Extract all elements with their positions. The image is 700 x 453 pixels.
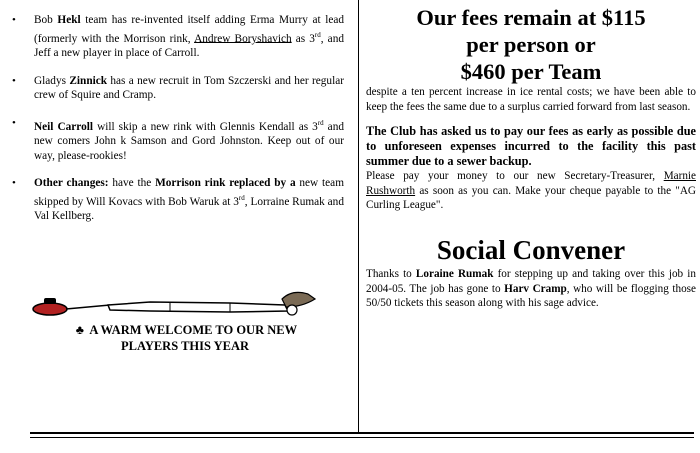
- arm: [66, 305, 110, 309]
- bullet-icon: •: [12, 177, 16, 190]
- list-item: • Other changes: have the Morrison rink replaced by a new team skipped by Will Kovacs with Bob Waruk at 3rd, Lorraine Rumak and Val Kellberg.: [12, 177, 344, 223]
- bullet-icon: •: [12, 14, 16, 26]
- list-item: • Bob Hekl team has re-invented itself adding Erma Murry at lead (formerly with the Morrison rink, Andrew Boryshavich as 3rd, and Jeff a new player in place of Carroll.: [12, 14, 345, 59]
- club-request-paragraph: The Club has asked us to pay our fees as early as possible due to unforeseen expenses incurred to the facility this past summer due to a sewer backup.: [366, 124, 696, 169]
- list-item: • Gladys Zinnick has a new recruit in Tom Szczerski and her regular crew of Squire and Cramp.: [12, 74, 344, 102]
- stone-handle: [44, 298, 56, 304]
- social-paragraph: Thanks to Loraine Rumak for stepping up and taking over this job in 2004-05. The job has gone to Harv Cramp, who will be flogging those 50/50 tickets this season along with his sage advice.: [366, 267, 696, 310]
- left-column: [0, 0, 358, 430]
- welcome-message: ♣ A WARM WELCOME TO OUR NEW PLAYERS THIS YEAR: [20, 322, 350, 354]
- curler-sliding-clipart: [30, 285, 335, 323]
- fees-paragraph: despite a ten percent increase in ice rental costs; we have been able to keep the fees the same due to a surplus carried forward from last season.: [366, 86, 696, 113]
- payment-paragraph: Please pay your money to our new Secretary-Treasurer, Marnie Rushworth as soon as you can. Make your cheque payable to the "AG Curling League".: [366, 170, 696, 212]
- curler-body: [108, 302, 288, 312]
- bottom-rule-thin: [30, 437, 694, 438]
- club-suit-icon: ♣: [75, 323, 84, 337]
- bullet-icon: •: [12, 74, 16, 87]
- hat-icon: [282, 292, 315, 307]
- right-column: [366, 0, 696, 311]
- fees-heading: Our fees remain at $115 per person or $460 per Team: [416, 5, 646, 84]
- bullet-icon: •: [12, 116, 16, 129]
- bottom-rule: [30, 432, 694, 434]
- head-icon: [287, 305, 297, 315]
- team-changes-list: [12, 13, 345, 237]
- list-item: • Neil Carroll will skip a new rink with Glennis Kendall as 3rd and new comers John k Samson and Gord Johnston. Keep out of our way, please-rookies!: [12, 116, 344, 162]
- social-convener-heading: Social Convener: [436, 234, 626, 265]
- curling-stone-icon: [33, 303, 67, 315]
- column-divider: [358, 0, 359, 432]
